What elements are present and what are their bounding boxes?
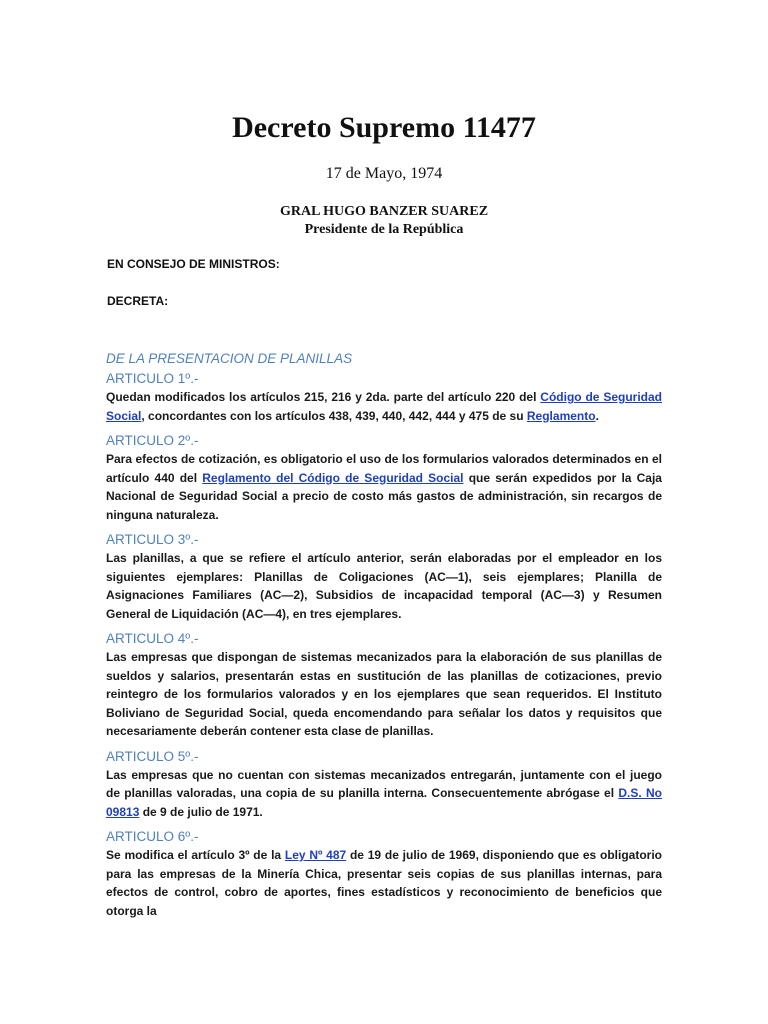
link-reglamento[interactable]: Reglamento xyxy=(526,408,596,423)
council-label: EN CONSEJO DE MINISTROS: xyxy=(107,257,280,271)
link-codigo-seguridad-social[interactable]: Código de Seguridad Social xyxy=(106,390,662,423)
article-text: Las empresas que no cuentan con sistemas mecanizados entregarán, juntamente con el juego de planillas valoradas, una copia de su planilla interna. Consecuentemente abrógase el D.S. No 09813 de 9 de julio de 1971. xyxy=(106,767,663,819)
link-ds-09813[interactable]: D.S. No 09813 xyxy=(106,786,663,819)
link-reglamento-codigo[interactable]: Reglamento del Código de Seguridad Social xyxy=(202,470,464,485)
section-title: DE LA PRESENTACION DE PLANILLAS xyxy=(106,351,353,366)
article-heading: ARTICULO 3º.- xyxy=(106,532,199,547)
article-text: Las empresas que dispongan de sistemas mecanizados para la elaboración de sus planillas de sueldos y salarios, presentarán estas en sustitución de las planillas de cotizaciones, previo reintegro de los formularios valorados y en los ejemplares que sean requeridos. El Instituto Boliviano de Seguridad Social, queda encomendando para señalar los datos y requisitos que necesariamente deberán contener esta clase de planillas. xyxy=(106,650,662,738)
author-name: GRAL HUGO BANZER SUAREZ xyxy=(279,204,489,219)
article-text: Para efectos de cotización, es obligatorio el uso de los formularios valorados determinados en el artículo 440 del Reglamento del Código de Seguridad Social que serán expedidos por la Caja Nacional de Seguridad Social a precio de costo más gastos de administración, sin recargos de ninguna naturaleza. xyxy=(106,452,662,522)
link-ley-487[interactable]: Ley Nº 487 xyxy=(284,848,347,862)
article-heading: ARTICULO 5º.- xyxy=(106,748,199,764)
decree-label: DECRETA: xyxy=(107,294,169,308)
article-2 xyxy=(106,432,662,524)
article-heading: ARTICULO 4º.- xyxy=(106,631,199,646)
article-4 xyxy=(106,630,662,741)
article-text: Quedan modificados los artículos 215, 216 y 2da. parte del artículo 220 del Código de Seguridad Social, concordantes con los artículos 438, 439, 440, 442, 444 y 475 de su Reglamento. xyxy=(106,390,662,423)
articles-list xyxy=(106,370,662,927)
document-date: 17 de Mayo, 1974 xyxy=(325,165,443,182)
article-text: Se modifica el artículo 3º de la Ley Nº 487 de 19 de julio de 1969, disponiendo que es obligatorio para las empresas de la Minería Chica, presentar seis copias de sus planillas internas, para efectos de control, cobro de aportes, fines estadísticos y reconocimiento de beneficios que otorga la xyxy=(106,848,663,918)
article-5 xyxy=(106,748,662,822)
article-6 xyxy=(106,828,662,920)
article-heading: ARTICULO 2º.- xyxy=(106,433,199,448)
article-1 xyxy=(106,370,662,425)
document-title: Decreto Supremo 11477 xyxy=(232,111,536,144)
article-heading: ARTICULO 1º.- xyxy=(106,371,199,386)
article-text: Las planillas, a que se refiere el artículo anterior, serán elaboradas por el empleador en los siguientes ejemplares: Planillas de Coligaciones (AC—1), seis ejemplares; Planilla de Asignaciones Familiares (AC—2), Subsidios de incapacidad temporal (AC—3) y Resumen General de Liquidación (AC—4), en tres ejemplares. xyxy=(106,551,662,621)
article-heading: ARTICULO 6º.- xyxy=(106,829,199,844)
article-3 xyxy=(106,531,662,623)
author-role: Presidente de la República xyxy=(304,222,464,237)
author-block xyxy=(0,203,768,239)
